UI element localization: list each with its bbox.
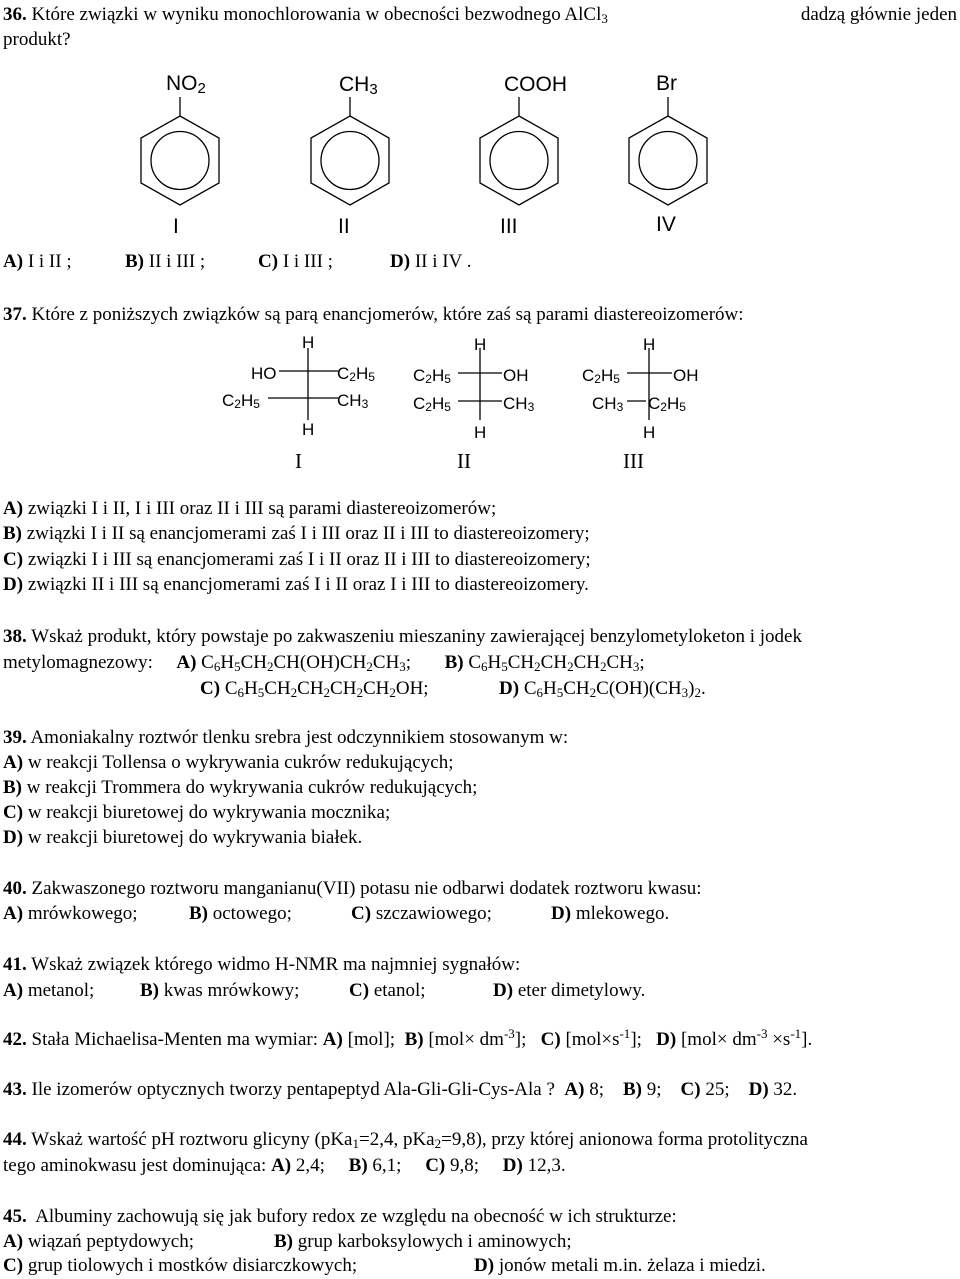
q37-answer-c: C) związki I i III są enancjomerami zaś I i II oraz II i III to diastereoizomery; <box>3 549 591 570</box>
q37-answer-d: D) związki II i III są enancjomerami zaś I i II oraz I i III to diastereoizomery. <box>3 574 589 595</box>
fischer3-right2: $C_2H_5$ <box>648 394 686 414</box>
q36-answer-a: A) I i II ; <box>3 251 72 272</box>
q42-answer-d: D) $[mol\times dm^{-3} \times s^{-1}]$. <box>656 1026 813 1050</box>
q45-question: 45. Albuminy zachowują się jak bufory redox ze względu na obecność w ich strukturze: <box>3 1206 677 1227</box>
fischer1-right1: $C_2H_5$ <box>337 364 375 384</box>
fischer3-right1: OH <box>673 366 699 385</box>
fischer1-top: H <box>302 333 315 352</box>
q45-answer-b: B) grup karboksylowych i aminowych; <box>274 1231 572 1252</box>
q44-answer-c: C) 9,8; <box>425 1155 480 1176</box>
q36-text: Które związki w wyniku monochlorowania w obecności bezwodnego AlCl <box>31 4 602 25</box>
q41-answer-d: D) eter dimetylowy. <box>493 980 646 1001</box>
q40-answer-d: D) mlekowego. <box>551 903 670 924</box>
q36-line2: produkt? <box>3 29 71 50</box>
q36-line1: 36. Które związki w wyniku monochlorowania w obecności bezwodnego AlCl$_3$ dadzą głównie jeden <box>3 4 957 26</box>
q43-answer-a: A) 8; <box>564 1079 604 1100</box>
fischer1-left2: $C_2H_5$ <box>222 391 260 411</box>
q41-answer-a: A) metanol; <box>3 980 95 1001</box>
substituent-cooh: COOH <box>504 73 567 96</box>
q38-line2: metylomagnezowy: A) $C_6H_5CH_2CH(OH)CH_2CH_3$; B) $C_6H_5CH_2CH_2CH_2CH_3$; <box>3 652 645 674</box>
fischer-projection-I <box>268 348 338 420</box>
label-III: III <box>500 215 518 238</box>
q43-answer-c: C) 25; <box>680 1079 730 1100</box>
fischer2-right2: $CH_3$ <box>503 394 535 414</box>
q42-answer-c: C) $[mol\times s^{-1}]$; <box>540 1026 642 1050</box>
q37-answer-a: A) związki I i II, I i III oraz II i III są parami diastereoizomerów; <box>3 498 497 519</box>
fischer-label-II: II <box>457 449 471 473</box>
q42-question: 42. Stała Michaelisa-Menten ma wymiar: A) [mol]; B) $[mol\times dm^{-3}]$; C) $[mol\times s^{-1}]$; D) $[mol\times dm^{-3} \times s^{-1}]$. <box>3 1026 813 1050</box>
fischer2-left1: $C_2H_5$ <box>413 366 451 386</box>
label-I: I <box>173 215 179 238</box>
q40-answer-a: A) mrówkowego; <box>3 903 138 924</box>
fischer2-left2: $C_2H_5$ <box>413 394 451 414</box>
q41-answer-c: C) etanol; <box>349 980 426 1001</box>
q40-answer-b: B) octowego; <box>189 903 292 924</box>
substituent-br: Br <box>656 72 677 95</box>
q43-answer-d: D) 32. <box>748 1079 798 1100</box>
fischer-projections <box>0 0 960 480</box>
q38-answer-b: B) $C_6H_5CH_2CH_2CH_2CH_3$; <box>444 652 645 674</box>
fischer1-left1: HO <box>251 364 277 383</box>
q44-answer-a: A) 2,4; <box>271 1155 325 1176</box>
q37-answer-b: B) związki I i II są enancjomerami zaś I i III oraz II i III to diastereoizomery; <box>3 523 590 544</box>
fischer1-right2: $CH_3$ <box>337 391 369 411</box>
q44-answer-b: B) 6,1; <box>348 1155 402 1176</box>
q37-question: 37. Które z poniższych związków są parą enancjomerów, które zaś są parami diastereoizomerów: <box>3 304 744 325</box>
q43-question: 43. Ile izomerów optycznych tworzy pentapeptyd Ala-Gli-Gli-Cys-Ala ? A) 8; B) 9; C) 25; D) 32. <box>3 1079 798 1100</box>
substituent-no2: $NO_2$ <box>166 72 206 97</box>
substituent-ch3: $CH_3$ <box>339 73 378 98</box>
fischer3-top: H <box>643 335 656 354</box>
fischer1-bottom: H <box>302 420 315 439</box>
q36-text-end: dadzą głównie jeden <box>800 4 957 25</box>
q41-answer-b: B) kwas mrówkowy; <box>140 980 300 1001</box>
fischer3-left1: $C_2H_5$ <box>582 366 620 386</box>
q44-line2: tego aminokwasu jest dominująca: A) 2,4; B) 6,1; C) 9,8; D) 12,3. <box>3 1155 566 1176</box>
q44-answer-d: D) 12,3. <box>502 1155 566 1176</box>
fischer-label-III: III <box>623 449 644 473</box>
q45-answer-a: A) wiązań peptydowych; <box>3 1231 195 1252</box>
q42-answer-b: B) $[mol\times dm^{-3}]$; <box>404 1026 527 1050</box>
label-IV: IV <box>656 213 676 236</box>
fischer2-bottom: H <box>474 423 487 442</box>
q41-question: 41. Wskaż związek którego widmo H-NMR ma najmniej sygnałów: <box>3 954 521 975</box>
q44-line1: 44. Wskaż wartość pH roztworu glicyny (pKa$_1$=2,4, pKa$_2$=9,8), przy której anionowa forma protolityczna <box>3 1129 808 1151</box>
q39-answer-c: C) w reakcji biuretowej do wykrywania mocznika; <box>3 802 391 823</box>
q39-question: 39. Amoniakalny roztwór tlenku srebra jest odczynnikiem stosowanym w: <box>3 727 569 748</box>
q45-answer-d: D) jonów metali m.in. żelaza i miedzi. <box>474 1255 766 1276</box>
fischer3-left2: $CH_3$ <box>592 394 624 414</box>
q36-answer-d: D) II i IV . <box>390 251 472 272</box>
q42-answer-a: A) [mol]; <box>322 1029 396 1050</box>
q38-answer-c: C) $C_6H_5CH_2CH_2CH_2CH_2OH$; <box>200 678 429 700</box>
q40-answer-c: C) szczawiowego; <box>351 903 492 924</box>
q39-answer-d: D) w reakcji biuretowej do wykrywania białek. <box>3 827 363 848</box>
q45-answer-c: C) grup tiolowych i mostków disiarczkowych; <box>3 1255 358 1276</box>
q36-number: 36. <box>3 4 27 25</box>
q39-answer-a: A) w reakcji Tollensa o wykrywania cukrów redukujących; <box>3 752 454 773</box>
q36-answer-c: C) I i III ; <box>258 251 333 272</box>
q38-line1: 38. Wskaż produkt, który powstaje po zakwaszeniu mieszaniny zawierającej benzylometyloketon i jodek <box>3 626 802 647</box>
q39-answer-b: B) w reakcji Trommera do wykrywania cukrów redukujących; <box>3 777 478 798</box>
q38-answer-d: D) $C_6H_5CH_2C(OH)(CH_3)_2$. <box>499 678 706 700</box>
fischer3-bottom: H <box>643 423 656 442</box>
label-II: II <box>338 215 350 238</box>
q38-answer-a: A) $C_6H_5CH_2CH(OH)CH_2CH_3$; <box>176 652 412 674</box>
q36-answer-b: B) II i III ; <box>125 251 206 272</box>
q43-answer-b: B) 9; <box>622 1079 662 1100</box>
fischer2-right1: OH <box>503 366 529 385</box>
fischer-label-I: I <box>295 449 302 473</box>
fischer2-top: H <box>474 335 487 354</box>
fischer-projection-II <box>458 348 502 420</box>
q40-question: 40. Zakwaszonego roztworu manganianu(VII) potasu nie odbarwi dodatek roztworu kwasu: <box>3 878 702 899</box>
